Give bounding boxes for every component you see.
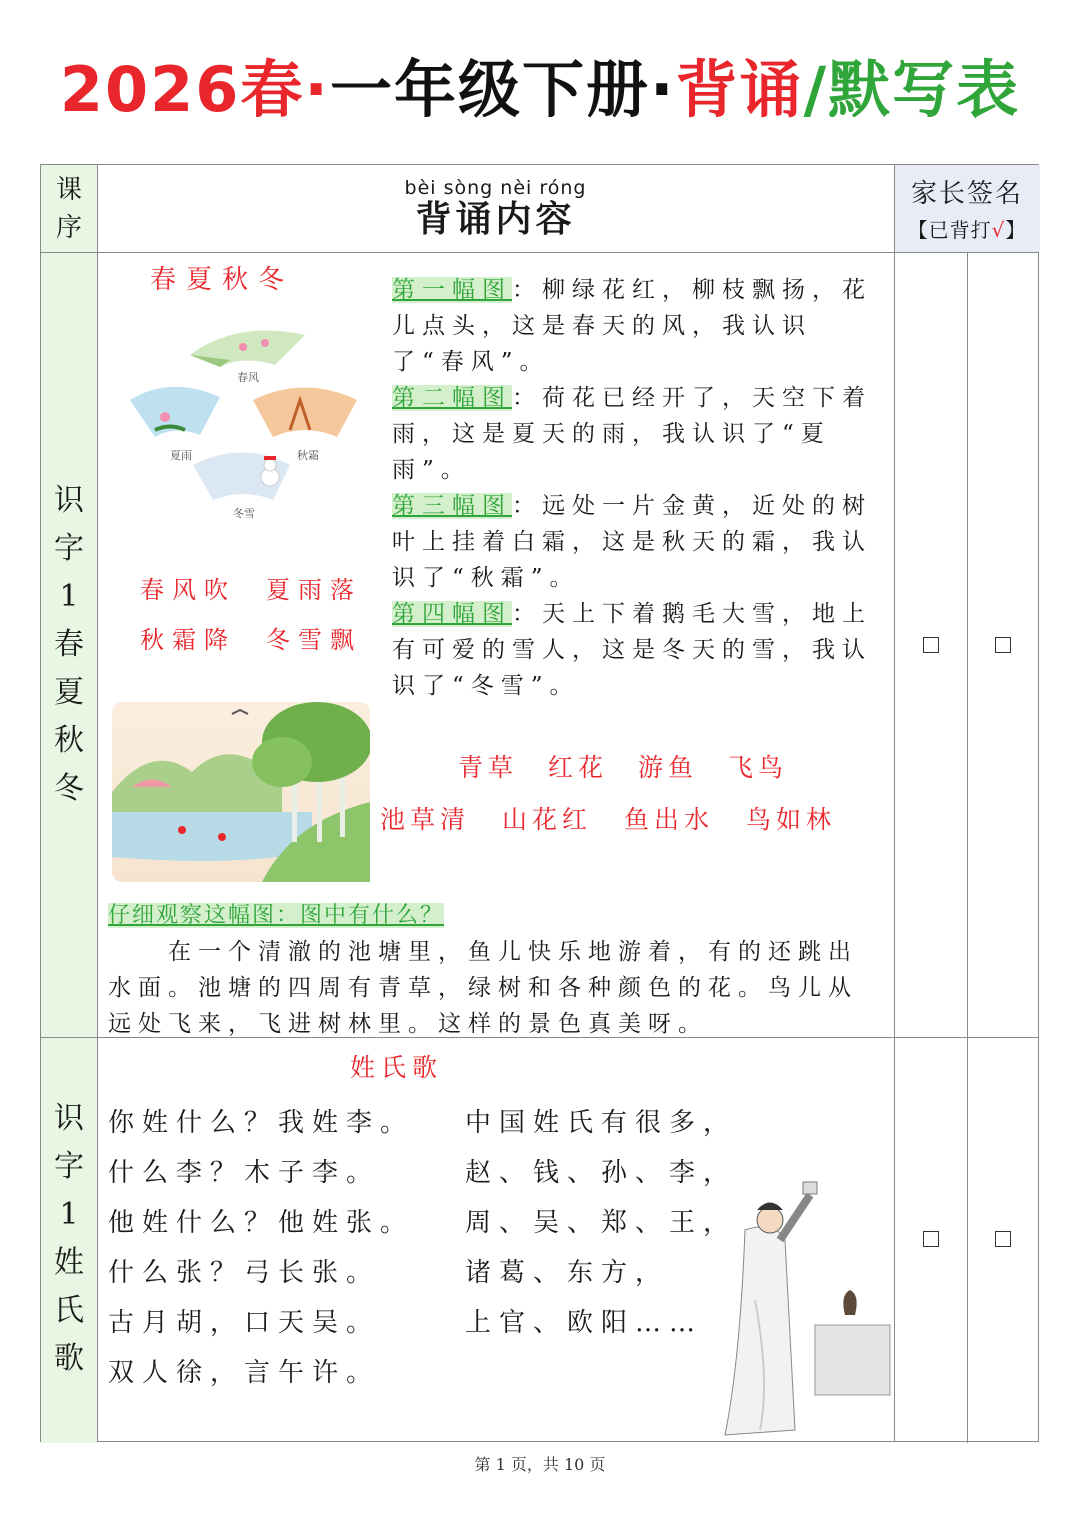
lesson2-title-text: 姓氏歌 bbox=[350, 1053, 444, 1082]
word: 池草清 bbox=[380, 805, 471, 834]
observe-paragraph bbox=[108, 934, 874, 1042]
lesson2-dictation-checkbox[interactable] bbox=[995, 1231, 1011, 1247]
title-part-dictation: /默写表 bbox=[803, 53, 1021, 126]
word: 鸟如林 bbox=[746, 805, 837, 834]
lesson2-left-column bbox=[108, 1098, 414, 1398]
lesson2-name-char: 歌 bbox=[54, 1341, 84, 1376]
pic4-label: 第四幅图 bbox=[392, 601, 512, 627]
header-content-cell bbox=[97, 165, 894, 252]
page-footer: 第 1 页，共 10 页 bbox=[474, 1455, 606, 1474]
phrase: 冬雪飘 bbox=[266, 626, 362, 654]
poem-line: 赵、钱、孙、李， bbox=[465, 1158, 738, 1188]
lesson1-title-text: 春夏秋冬 bbox=[150, 265, 295, 295]
fan-label-autumn: 秋霜 bbox=[297, 449, 319, 462]
header-lesson-char-2: 序 bbox=[55, 212, 82, 243]
sign-note-prefix: 【已背打 bbox=[907, 218, 992, 242]
word: 游鱼 bbox=[638, 753, 699, 782]
header-sign-note bbox=[894, 214, 1040, 243]
summer-fan-shape bbox=[130, 387, 220, 437]
lesson2-name-char: 1 bbox=[59, 1197, 79, 1232]
word: 鱼出水 bbox=[624, 805, 715, 834]
pond-landscape-illustration bbox=[112, 702, 370, 882]
pic2-paragraph bbox=[392, 380, 872, 488]
poem-line: 中国姓氏有很多， bbox=[465, 1108, 738, 1138]
poem-line: 上官、欧阳…… bbox=[465, 1308, 704, 1338]
lesson1-name-char: 字 bbox=[54, 531, 84, 566]
word: 飞鸟 bbox=[728, 753, 789, 782]
phrase-row-2 bbox=[140, 615, 362, 665]
poem-line: 周、吴、郑、王， bbox=[465, 1208, 738, 1238]
lesson2-name-char: 姓 bbox=[54, 1245, 84, 1280]
pic1-paragraph bbox=[392, 272, 872, 380]
lesson1-recite-checkbox[interactable] bbox=[923, 637, 939, 653]
lesson2-title bbox=[350, 1050, 443, 1086]
poem-line: 什么李？木子李。 bbox=[108, 1158, 381, 1188]
lesson2-name-char: 字 bbox=[54, 1149, 84, 1184]
header-content-label: 背诵内容 bbox=[415, 198, 576, 240]
pic3-label: 第三幅图 bbox=[392, 493, 512, 519]
pic4-paragraph bbox=[392, 596, 872, 704]
observe-heading bbox=[108, 898, 444, 934]
pic2-text: ：荷花已经开了，天空下着雨，这是夏天的雨，我认识了“夏雨”。 bbox=[392, 385, 872, 483]
seasons-fan-illustration bbox=[125, 305, 365, 520]
word: 山花红 bbox=[502, 805, 593, 834]
poem-line: 什么张？弓长张。 bbox=[108, 1258, 381, 1288]
fan-label-winter: 冬雪 bbox=[233, 507, 255, 520]
lesson1-name bbox=[41, 477, 97, 813]
header-lesson-char-1: 课 bbox=[55, 174, 82, 205]
sign-note-suffix: 】 bbox=[1005, 218, 1027, 242]
lesson1-dictation-checkbox[interactable] bbox=[995, 637, 1011, 653]
scholar-illustration bbox=[715, 1180, 893, 1438]
lesson2-recite-checkbox[interactable] bbox=[923, 1231, 939, 1247]
pic3-paragraph bbox=[392, 488, 872, 596]
lesson2-name bbox=[41, 1095, 97, 1383]
phrase: 春风吹 bbox=[140, 576, 236, 604]
pic1-label: 第一幅图 bbox=[392, 277, 512, 303]
check-mark-icon: √ bbox=[991, 218, 1006, 242]
poem-line: 你姓什么？我姓李。 bbox=[108, 1108, 415, 1138]
phrase: 秋霜降 bbox=[140, 626, 236, 654]
phrase: 夏雨落 bbox=[266, 576, 362, 604]
poem-line: 他姓什么？他姓张。 bbox=[108, 1208, 415, 1238]
fan-label-summer: 夏雨 bbox=[170, 449, 192, 462]
lesson1-name-char: 夏 bbox=[54, 675, 84, 710]
grid-line bbox=[967, 252, 968, 1443]
lesson1-name-char: 春 bbox=[54, 627, 84, 662]
observe-text: 在一个清澈的池塘里，鱼儿快乐地游着，有的还跳出水面。池塘的四周有青草，绿树和各种颜色的花。鸟儿从远处飞来，飞进树林里。这样的景色真美呀。 bbox=[108, 939, 858, 1037]
lesson2-right-column bbox=[465, 1098, 737, 1348]
grid-line bbox=[894, 165, 895, 1441]
pic4-text: ：天上下着鹅毛大雪，地上有可爱的雪人，这是冬天的雪，我认识了“冬雪”。 bbox=[392, 601, 872, 699]
phrase-row-1 bbox=[140, 565, 362, 615]
grid-line bbox=[97, 165, 98, 1441]
header-content-pinyin: bèi sòng nèi róng bbox=[404, 177, 587, 199]
header-sign-cell bbox=[894, 165, 1040, 252]
title-part-recite: 背诵 bbox=[675, 53, 804, 126]
lesson1-words-row2 bbox=[380, 802, 836, 838]
lesson1-name-char: 1 bbox=[59, 579, 79, 614]
pic1-text: ：柳绿花红，柳枝飘扬，花儿点头，这是春天的风，我认识了“春风”。 bbox=[392, 277, 872, 375]
lesson2-name-char: 识 bbox=[54, 1101, 84, 1136]
header-lesson-cell bbox=[41, 165, 97, 252]
lesson1-title bbox=[150, 262, 294, 298]
lesson1-name-char: 冬 bbox=[54, 771, 84, 806]
fan-label-spring: 春风 bbox=[237, 371, 259, 384]
title-part-year: 2026春· bbox=[59, 53, 330, 126]
poem-line: 诸葛、东方， bbox=[465, 1258, 670, 1288]
observe-label: 仔细观察这幅图：图中有什么？ bbox=[108, 903, 445, 928]
poem-line: 双人徐，言午许。 bbox=[108, 1358, 381, 1388]
word: 红花 bbox=[548, 753, 609, 782]
lesson2-name-char: 氏 bbox=[54, 1293, 84, 1328]
lesson1-picture-texts bbox=[392, 272, 872, 704]
grid-line bbox=[41, 252, 1038, 253]
header-sign-label: 家长签名 bbox=[910, 179, 1023, 209]
pic3-text: ：远处一片金黄，近处的树叶上挂着白霜，这是秋天的霜，我认识了“秋霜”。 bbox=[392, 493, 872, 591]
lesson1-name-char: 秋 bbox=[54, 723, 84, 758]
lesson1-name-char: 识 bbox=[54, 483, 84, 518]
poem-line: 古月胡，口天吴。 bbox=[108, 1308, 381, 1338]
page-title bbox=[0, 40, 1080, 129]
pic2-label: 第二幅图 bbox=[392, 385, 512, 411]
title-part-grade: 一年级下册· bbox=[329, 53, 676, 126]
word: 青草 bbox=[458, 753, 519, 782]
lesson1-phrases bbox=[140, 565, 362, 665]
lesson1-words-row1 bbox=[458, 750, 788, 786]
